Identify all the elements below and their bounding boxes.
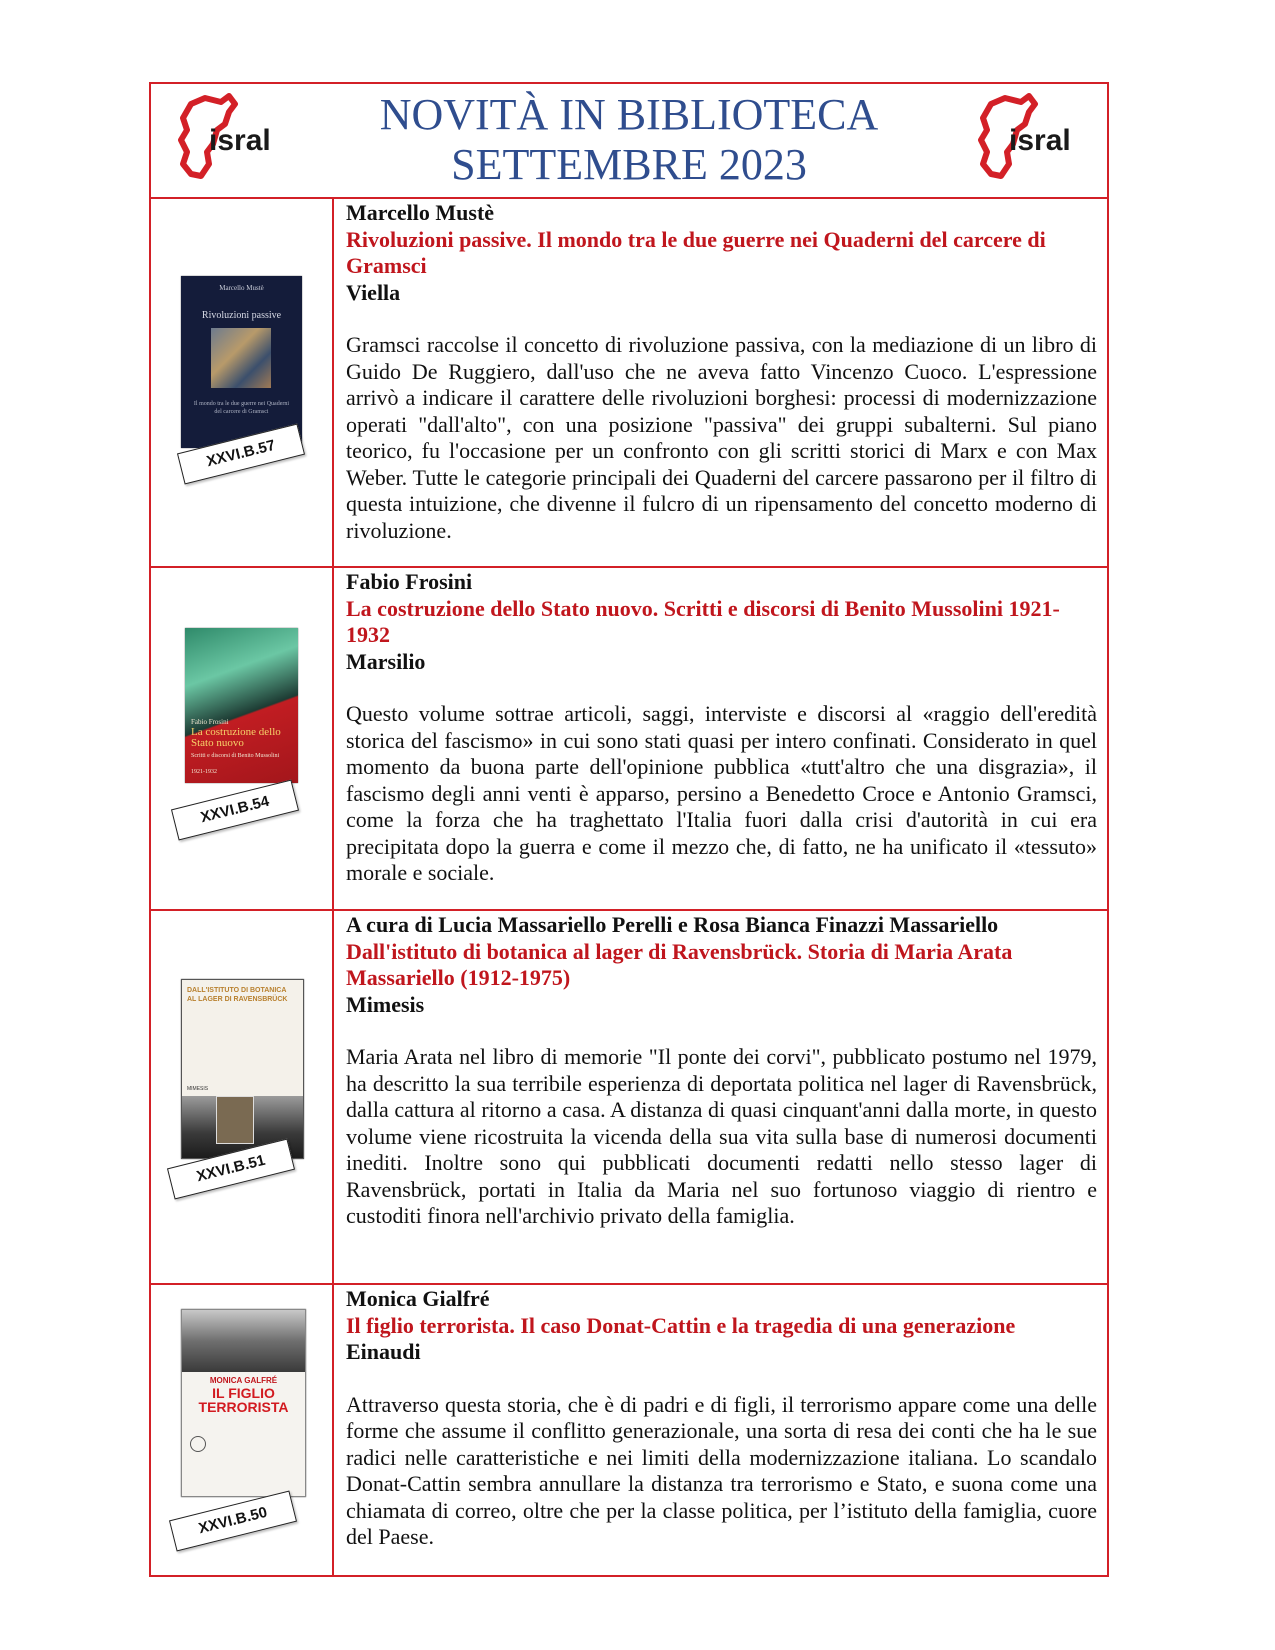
book-details xyxy=(334,199,1107,566)
cover-publisher: MIMESIS xyxy=(187,1086,209,1092)
page-title xyxy=(151,90,1107,190)
cover-title: La costruzione dello Stato nuovo xyxy=(191,726,281,749)
header xyxy=(151,84,1107,199)
book-author: A cura di Lucia Massariello Perelli e Rosa Bianca Finazzi Massariello xyxy=(346,912,999,937)
cover-artwork xyxy=(211,328,271,388)
book-publisher: Viella xyxy=(346,279,401,305)
shelfmark-label: XXVI.B.54 xyxy=(171,779,299,840)
book-details xyxy=(334,1285,1107,1575)
book-row xyxy=(151,568,1107,911)
book-description: Maria Arata nel libro di memorie "Il ponte dei corvi", pubblicato postumo nel 1979, ha descritto la sua terribile esperienza di deportata politica nel lager di Ravensbrück, dalla cattura al ritorno a casa. A distanza di quasi cinquant'anni dalla morte, in questo volume viene ricostruita la vicenda della sua vita sulla base di numerosi documenti inediti. Inoltre sono qui pubblicati documenti redatti nello stesso lager di Ravensbrück, portati in Italia da Maria nel suo fortunoso viaggio di rientro e custoditi finora nell'archivio privato della famiglia. xyxy=(346,1044,1097,1228)
title-line-2: SETTEMBRE 2023 xyxy=(451,140,807,189)
cover-title xyxy=(182,1386,305,1414)
cover-subtitle: Il mondo tra le due guerre nei Quaderni del carcere di Gramsci xyxy=(193,401,290,415)
book-cover xyxy=(181,979,304,1159)
book-publisher: Marsilio xyxy=(346,648,426,674)
cover-photo xyxy=(182,1310,305,1372)
shelfmark-label: XXVI.B.51 xyxy=(167,1138,295,1199)
book-cover xyxy=(181,1309,306,1497)
svg-text:isral: isral xyxy=(1009,124,1071,157)
cover-title xyxy=(187,986,299,1004)
shelfmark-label: XXVI.B.57 xyxy=(177,423,305,484)
cover-title-line-2: AL LAGER DI RAVENSBRÜCK xyxy=(187,996,288,1003)
publisher-emblem-icon xyxy=(190,1436,206,1452)
cover-title-line-1: DALL'ISTITUTO DI BOTANICA xyxy=(187,987,287,994)
book-description: Attraverso questa storia, che è di padri e di figli, il terrorismo appare come una delle forme che assume il conflitto generazionale, una sorta di resa dei conti che ha le sue radici nelle caratteristiche e nei limiti della modernizzazione italiana. Lo scandalo Donat-Cattin sembra annullare la distanza tra terrorismo e Stato, e suona come una chiamata di correo, oltre che per la classe politica, per l’istituto della famiglia, cuore del Paese. xyxy=(346,1391,1097,1549)
cover-cell xyxy=(151,1285,334,1575)
book-row xyxy=(151,911,1107,1285)
bulletin-table xyxy=(149,82,1109,1577)
book-row xyxy=(151,199,1107,568)
book-author: Monica Gialfré xyxy=(346,1286,490,1311)
cover-portrait xyxy=(216,1096,254,1144)
book-cover xyxy=(185,628,298,783)
title-line-1: NOVITÀ IN BIBLIOTECA xyxy=(379,90,879,139)
cover-title: Rivoluzioni passive xyxy=(201,310,282,321)
isral-logo xyxy=(969,90,1089,186)
cover-subtitle: Scritti e discorsi di Benito Mussolini xyxy=(191,753,280,759)
cover-cell xyxy=(151,568,334,909)
book-title: Dall'istituto di botanica al lager di Ravensbrück. Storia di Maria Arata Massariello (1912-1975) xyxy=(346,938,1013,990)
book-description: Gramsci raccolse il concetto di rivoluzione passiva, con la mediazione di un libro di Guido De Ruggiero, dall'uso che ne aveva fatto Vincenzo Cuoco. L'espressione arrivò a indicare il carattere delle rivoluzioni borghesi: processi di modernizzazione operati "dall'alto", con una posizione "passiva" dei gruppi subalterni. Sul piano teorico, fu l'occasione per un confronto con gli scritti storici di Marx e con Max Weber. Tutte le categorie principali dei Quaderni del carcere passarono per il filtro di questa intuizione, che divenne il fulcro di un ripensamento del concetto moderno di rivoluzione. xyxy=(346,332,1097,543)
book-publisher: Einaudi xyxy=(346,1339,421,1364)
book-cover xyxy=(181,276,302,448)
cover-author: Marcello Mustè xyxy=(219,284,264,292)
book-description: Questo volume sottrae articoli, saggi, interviste e discorsi al «raggio dell'eredità storica del fascismo» in cui sono stati quasi per intero confinati. Considerato in quel momento da buona parte dell'opinione pubblica «tutt'altro che una disgrazia», il fascismo degli anni venti è apparso, persino a Benedetto Croce e Antonio Gramsci, come la forza che ha traghettato l'Italia fuori dalla crisi d'autorità in cui era precipitata dopo la guerra e come il mezzo che, di fatto, ne ha unificato il «tessuto» morale e sociale. xyxy=(346,701,1097,885)
book-row xyxy=(151,1285,1107,1575)
cover-author: MONICA GALFRÉ xyxy=(209,1376,278,1385)
book-details xyxy=(334,568,1107,909)
book-author: Fabio Frosini xyxy=(346,569,473,594)
cover-cell xyxy=(151,199,334,566)
book-details xyxy=(334,911,1107,1283)
book-author: Marcello Mustè xyxy=(346,200,495,225)
cover-title-line-2: TERRORISTA xyxy=(198,1399,289,1415)
cover-cell xyxy=(151,911,334,1283)
cover-years: 1921-1932 xyxy=(191,769,217,775)
svg-text:isral: isral xyxy=(209,124,271,157)
book-title: Il figlio terrorista. Il caso Donat-Cattin e la tragedia di una generazione xyxy=(346,1312,1016,1338)
book-title: Rivoluzioni passive. Il mondo tra le due guerre nei Quaderni del carcere di Gramsci xyxy=(346,226,1046,278)
book-publisher: Mimesis xyxy=(346,991,425,1017)
cover-author: Fabio Frosini xyxy=(191,718,229,726)
shelfmark-label: XXVI.B.50 xyxy=(169,1490,297,1551)
cover-title-line-1: IL FIGLIO xyxy=(212,1385,275,1401)
book-title: La costruzione dello Stato nuovo. Scritti e discorsi di Benito Mussolini 1921-1932 xyxy=(346,595,1060,647)
